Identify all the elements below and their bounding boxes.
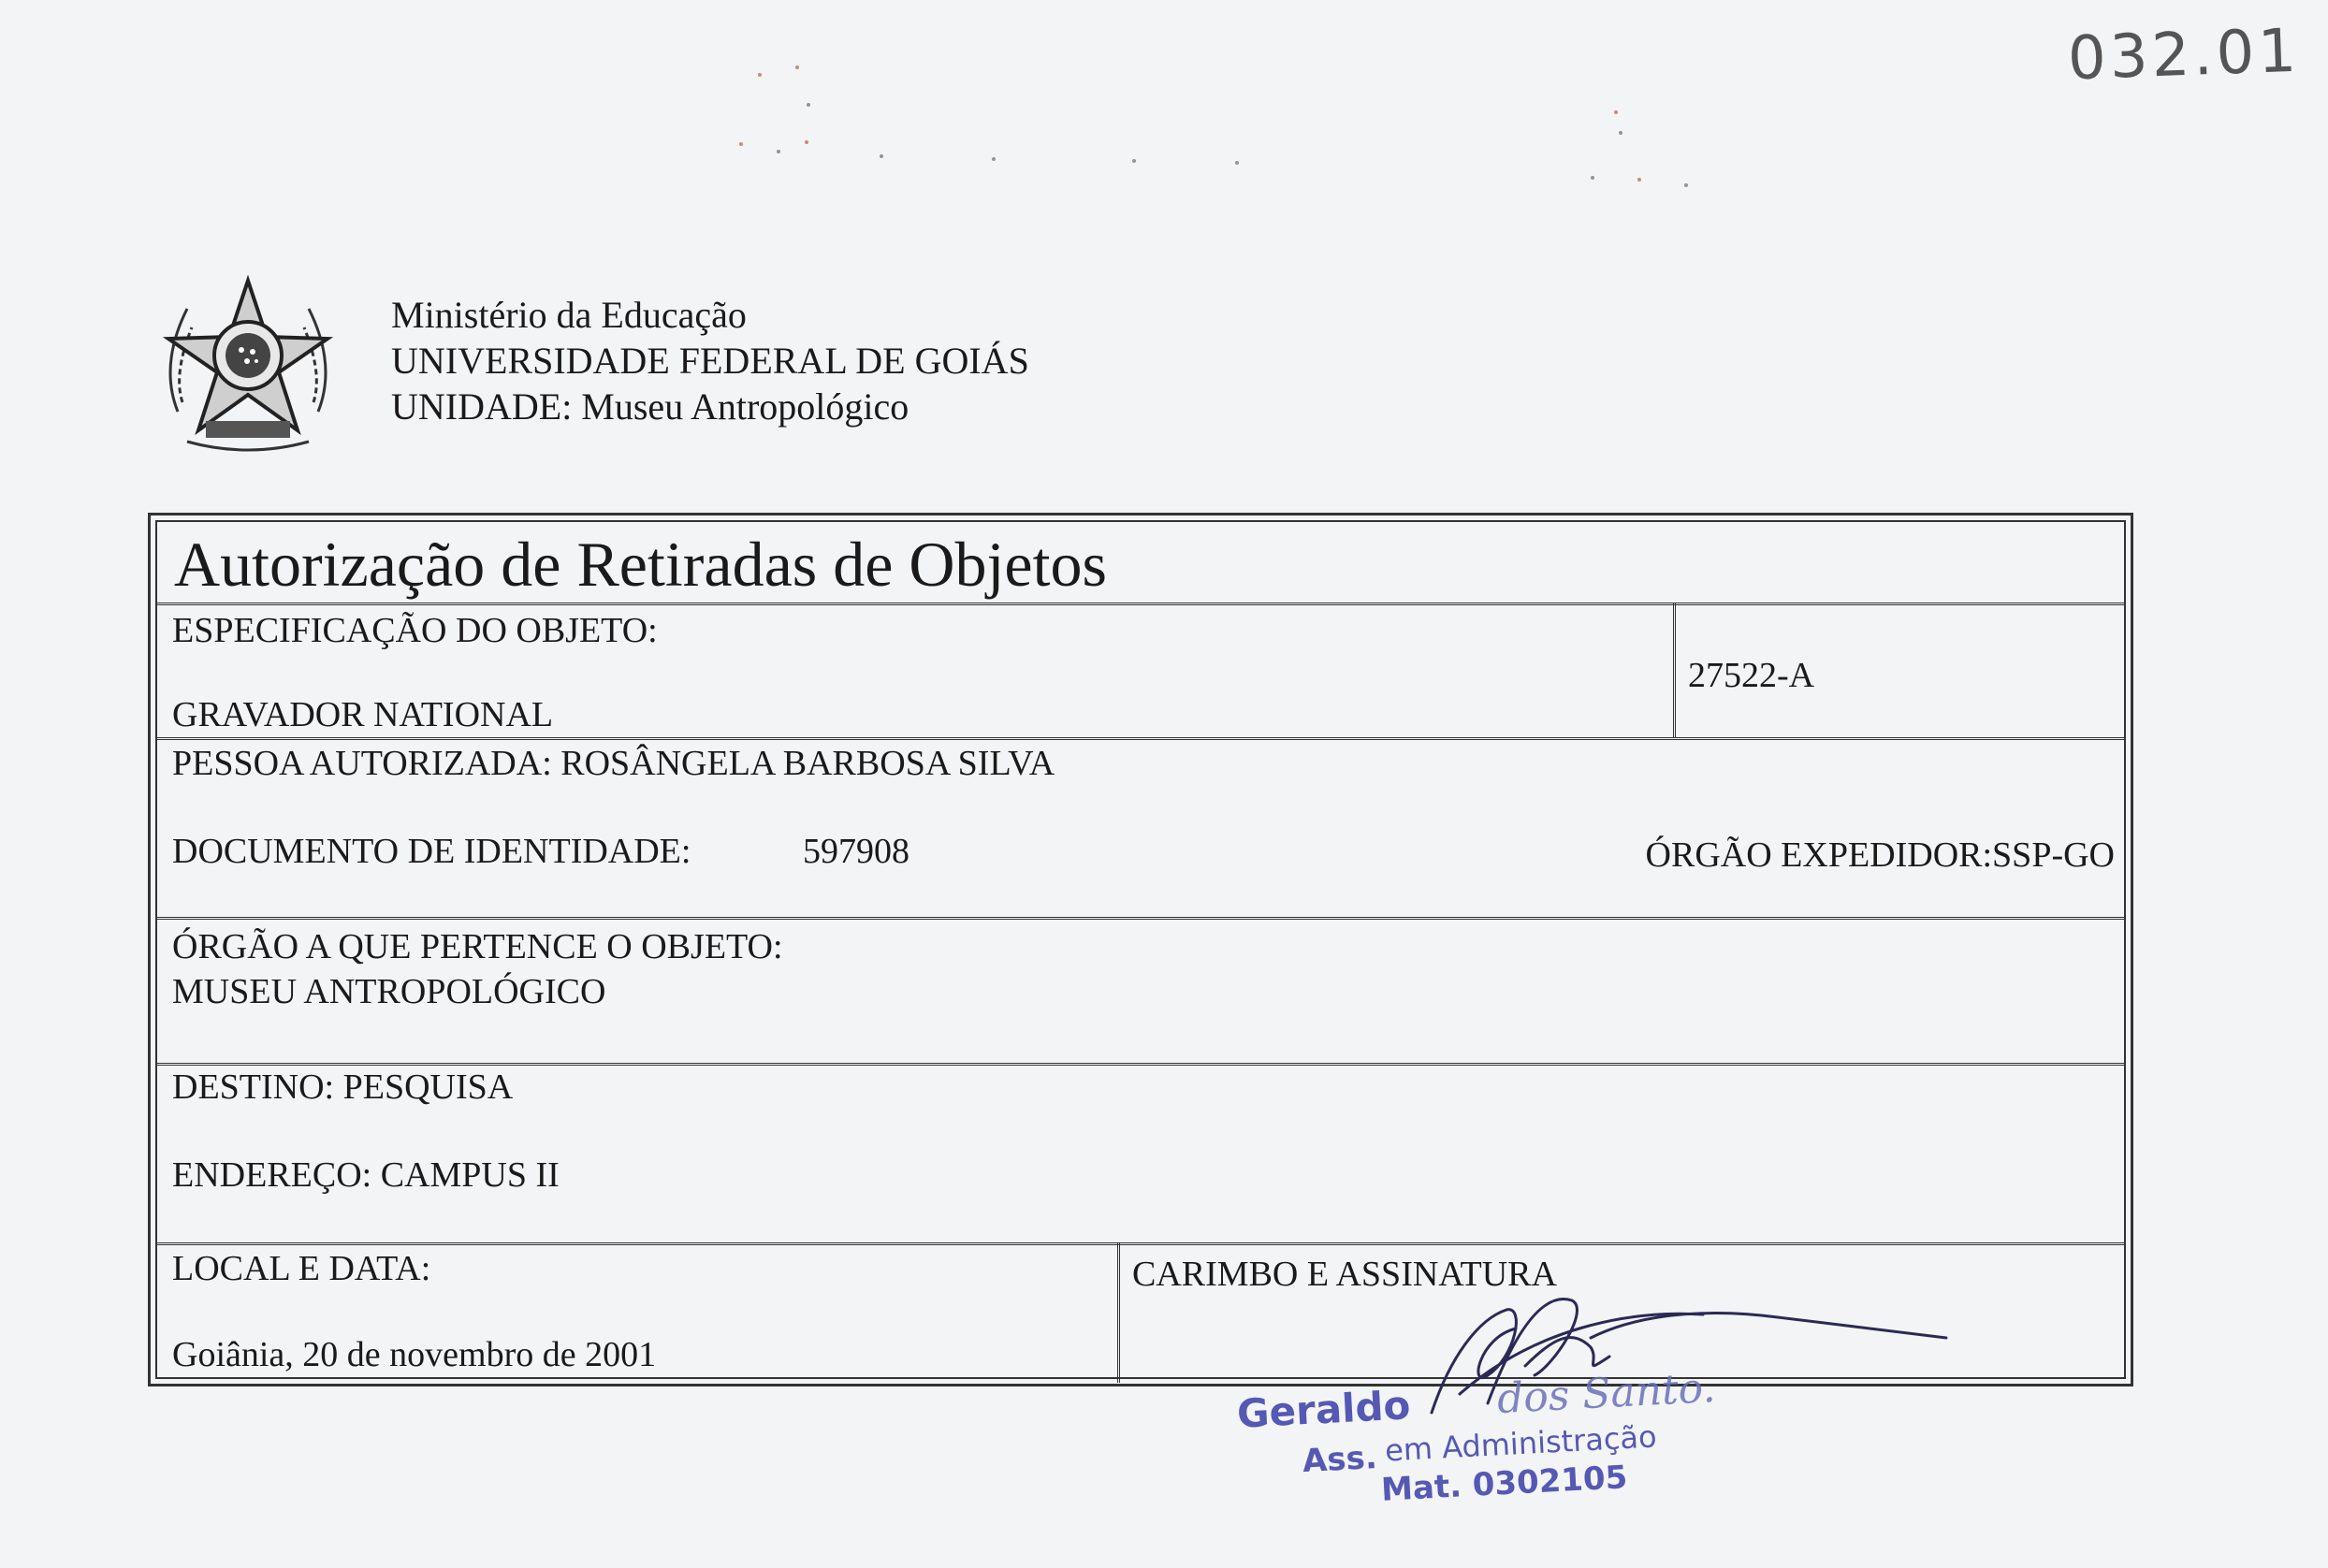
destination: DESTINO: PESQUISA [172, 1067, 514, 1107]
object-spec-value: GRAVADOR NATIONAL [172, 695, 554, 734]
stamp-role-prefix: Ass. [1302, 1438, 1378, 1481]
ministry-name: Ministério da Educação [391, 294, 747, 336]
institution-header [391, 292, 1029, 429]
university-name: UNIVERSIDADE FEDERAL DE GOIÁS [391, 340, 1029, 382]
stamp-name-script: dos Santo. [1495, 1363, 1717, 1424]
stamp-role: em Administração [1384, 1418, 1658, 1469]
authorization-form [148, 513, 2133, 1387]
stamp-name: Geraldo [1235, 1382, 1412, 1437]
object-code: 27522-A [1688, 656, 1815, 695]
unit-name: UNIDADE: Museu Antropológico [391, 385, 909, 428]
coat-of-arms-icon [150, 271, 346, 458]
id-document-label: DOCUMENTO DE IDENTIDADE: [172, 832, 691, 871]
owner-value: MUSEU ANTROPOLÓGICO [172, 972, 606, 1011]
form-title: Autorização de Retiradas de Objetos [174, 529, 1107, 600]
divider [157, 1242, 2124, 1245]
id-document-value: 597908 [803, 832, 909, 871]
divider [157, 737, 2124, 740]
divider [1117, 1242, 1120, 1383]
issuing-agency: ÓRGÃO EXPEDIDOR:SSP-GO [1645, 835, 2115, 875]
owner-label: ÓRGÃO A QUE PERTENCE O OBJETO: [172, 927, 783, 966]
object-spec-label: ESPECIFICAÇÃO DO OBJETO: [172, 611, 658, 650]
page-number: 032.01 [2066, 16, 2302, 94]
form-inner-border [155, 520, 2126, 1379]
divider [1673, 603, 1676, 737]
stamp-registration: Mat. 0302105 [1380, 1459, 1629, 1509]
divider [157, 917, 2124, 920]
divider [157, 603, 2124, 605]
divider [157, 1063, 2124, 1066]
authorized-person: PESSOA AUTORIZADA: ROSÂNGELA BARBOSA SILVA [172, 744, 1055, 783]
stamp-signature-label: CARIMBO E ASSINATURA [1132, 1255, 1557, 1294]
place-date-label: LOCAL E DATA: [172, 1249, 431, 1288]
place-date-value: Goiânia, 20 de novembro de 2001 [172, 1335, 657, 1374]
address: ENDEREÇO: CAMPUS II [172, 1155, 560, 1195]
